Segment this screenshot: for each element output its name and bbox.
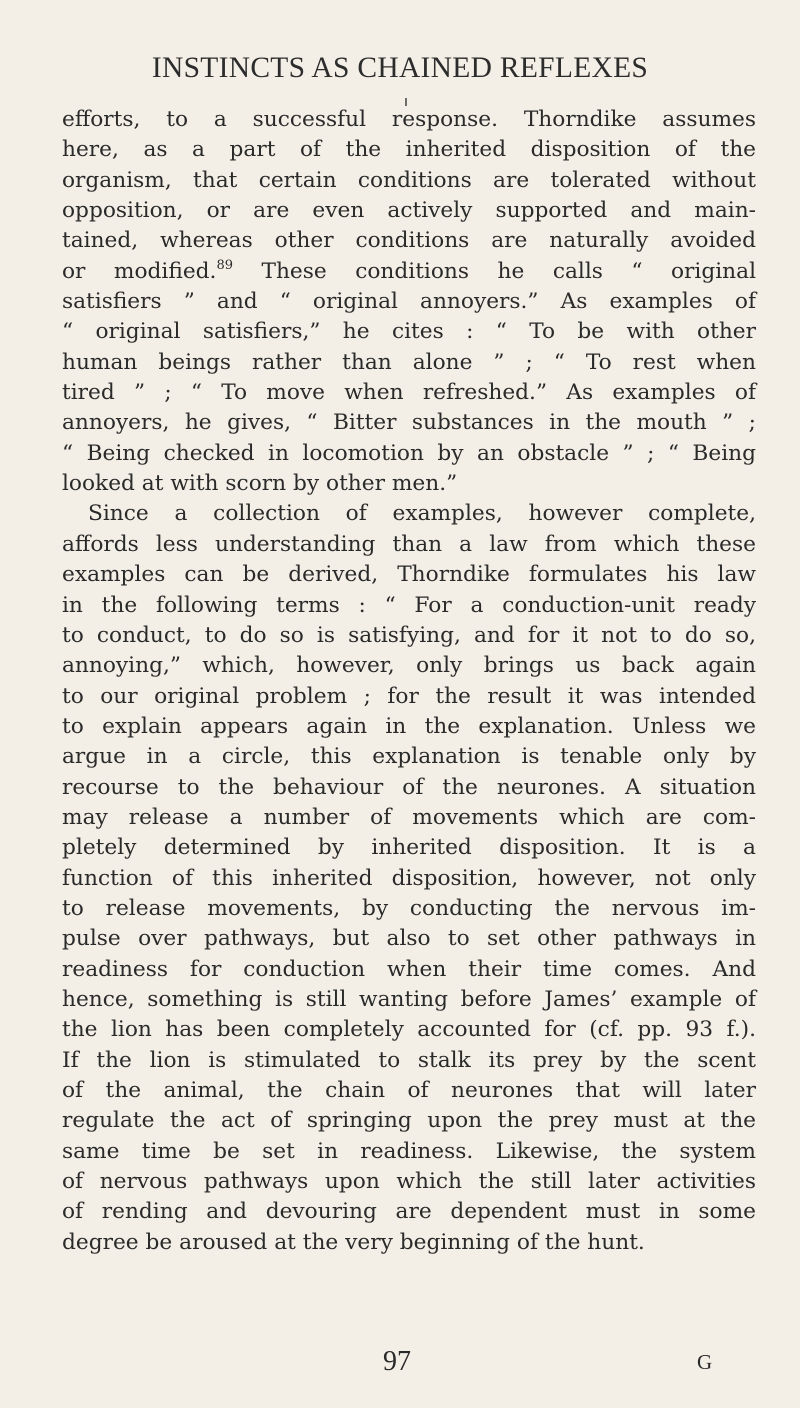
text-line: same time be set in readiness. Likewise, the system [62,1138,756,1164]
text-line: to conduct, to do so is satisfying, and for it not to do so, [62,622,756,648]
text-line: in the following terms : “ For a conduction-unit ready [62,592,756,618]
text-line: of nervous pathways upon which the still later activities [62,1169,756,1195]
running-head: INSTINCTS AS CHAINED REFLEXES [151,52,649,84]
text-line: may release a number of movements which are com- [62,804,756,830]
text-line: tired ” ; “ To move when refreshed.” As examples of [62,380,756,406]
text-line-with-footnote [62,257,756,287]
text-line: the lion has been completely accounted for (cf. pp. 93 f.). [62,1017,756,1043]
signature-mark: G [697,1350,713,1374]
text-line: to our original problem ; for the result it was intended [62,683,756,709]
paragraph [62,499,756,1258]
text-line: efforts, to a successful response. Thorndike assumes [62,107,756,132]
text-line: looked at with scorn by other men.” [62,471,458,497]
text-line: tained, whereas other conditions are naturally avoided [62,228,756,254]
text-line: If the lion is stimulated to stalk its prey by the scent [62,1047,756,1073]
text-fragment: These conditions he calls “ original [233,258,757,284]
page-footer [0,1346,800,1386]
body-text [62,105,756,1258]
text-line: opposition, or are even actively supported and main- [62,198,756,224]
paragraph [62,105,756,499]
text-line: “ original satisfiers,” he cites : “ To be with other [62,319,756,345]
text-line: of the animal, the chain of neurones that will later [62,1078,756,1103]
text-line: examples can be derived, Thorndike formulates his law [62,562,756,588]
text-line: here, as a part of the inherited disposition of the [62,137,756,163]
text-line: regulate the act of springing upon the prey must at the [62,1108,756,1134]
text-line: degree be aroused at the very beginning of the hunt. [62,1229,645,1255]
text-line: “ Being checked in locomotion by an obstacle ” ; “ Being [62,440,756,466]
page-number: 97 [383,1346,411,1377]
text-line: organism, that certain conditions are tolerated without [62,167,756,193]
text-line: human beings rather than alone ” ; “ To rest when [62,349,756,375]
text-line: readiness for conduction when their time comes. And [62,956,756,982]
text-line: function of this inherited disposition, however, not only [62,865,756,891]
text-line: of rending and devouring are dependent must in some [62,1199,756,1225]
text-line: affords less understanding than a law from which these [62,531,756,557]
text-line: annoyers, he gives, “ Bitter substances in the mouth ” ; [62,410,756,436]
text-line: satisfiers ” and “ original annoyers.” As examples of [62,289,756,315]
text-line: hence, something is still wanting before James’ example of [62,986,756,1012]
text-line: pletely determined by inherited disposition. It is a [62,835,756,861]
text-line: Since a collection of examples, however complete, [88,501,756,527]
text-line: to release movements, by conducting the nervous im- [62,895,756,921]
footnote-reference[interactable]: 89 [216,257,233,273]
text-line: pulse over pathways, but also to set other pathways in [62,926,756,952]
text-fragment: or modified. [62,258,217,284]
text-line: recourse to the behaviour of the neurones. A situation [62,774,756,800]
text-line: argue in a circle, this explanation is tenable only by [62,744,756,770]
text-line: annoying,” which, however, only brings us back again [62,653,756,679]
text-line: to explain appears again in the explanation. Unless we [62,713,756,739]
